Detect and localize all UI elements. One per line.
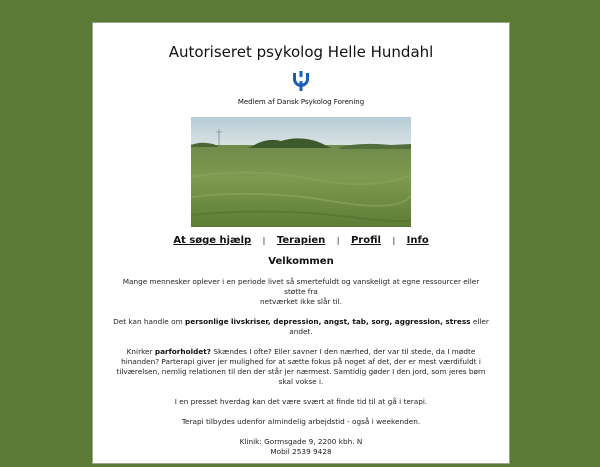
couples-paragraph <box>113 347 489 387</box>
phone-number: Mobil 2539 9428 <box>270 447 332 456</box>
nav-separator: | <box>392 236 396 245</box>
issues-paragraph <box>113 317 489 337</box>
membership-text: Medlem af Dansk Psykolog Forening <box>237 98 365 106</box>
main-navigation <box>93 235 509 246</box>
nav-separator: | <box>262 236 266 245</box>
intro-line: netværket ikke slår til. <box>260 297 342 306</box>
content-panel <box>92 22 510 464</box>
couples-text: Skændes I ofte? Eller savner I den nærhed, der var til stede, da I mødte hinanden? Parterapi giver jer mulighed for at sætte fokus på noget af det, der er mest værdifuldt i tilværelsen, nemlig relationen til den der står jer nærmest. Samtidig gøder I den jord, som jeres børn skal vokse i. <box>116 347 486 386</box>
clinic-address: Klinik: Gormsgade 9, 2200 kbh. N <box>239 437 363 446</box>
intro-line: Mange mennesker oplever i en periode livet så smertefuldt og vanskeligt at egne ressourcer eller støtte fra <box>122 277 480 296</box>
couples-text: Knirker <box>126 347 155 356</box>
landscape-photo <box>191 117 411 227</box>
nav-separator: | <box>336 236 340 245</box>
nav-item-seek-help[interactable]: At søge hjælp <box>173 235 252 246</box>
page-title: Autoriseret psykolog Helle Hundahl <box>168 43 434 61</box>
issues-list: personlige livskriser, depression, angst, tab, sorg, aggression, stress <box>185 317 471 326</box>
busy-paragraph: I en presset hverdag kan det være svært at finde tid til at gå i terapi. <box>174 397 428 406</box>
issues-text: eller andet. <box>289 317 489 336</box>
couples-bold: parforholdet? <box>154 347 211 356</box>
intro-text <box>113 277 489 467</box>
contact-paragraph <box>113 437 489 457</box>
issues-text: Det kan handle om <box>113 317 186 326</box>
welcome-heading: Velkommen <box>268 256 334 267</box>
psychology-association-logo-icon <box>290 70 312 92</box>
hours-paragraph: Terapi tilbydes udenfor almindelig arbejdstid - også i weekenden. <box>181 417 421 426</box>
intro-paragraph <box>113 277 489 307</box>
nav-item-therapy[interactable]: Terapien <box>276 235 326 246</box>
nav-item-info[interactable]: Info <box>406 235 429 246</box>
nav-item-profile[interactable]: Profil <box>350 235 381 246</box>
